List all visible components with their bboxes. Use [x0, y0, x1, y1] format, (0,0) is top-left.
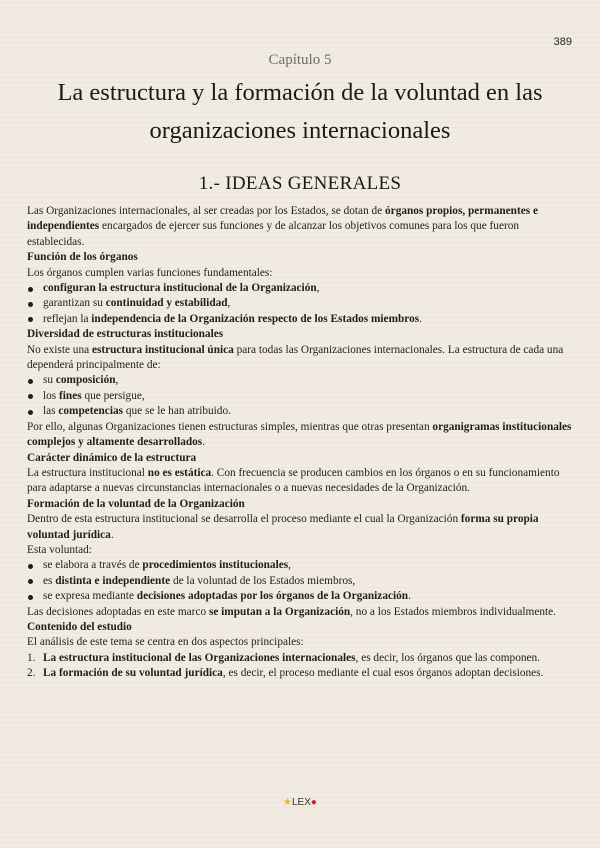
heading-diversidad: Diversidad de estructuras institucionales	[27, 328, 224, 341]
list-item: 2. La formación de su voluntad jurídica, es decir, el proceso mediante el cual esos órganos adoptan decisiones.	[27, 667, 544, 680]
section-title: 1.- IDEAS GENERALES	[198, 173, 402, 194]
heading-contenido: Contenido del estudio	[27, 620, 132, 633]
heading-caracter: Carácter dinámico de la estructura	[27, 451, 197, 464]
list-item: su composición,	[27, 373, 572, 388]
page-number: 389	[553, 36, 572, 48]
formacion-list	[27, 558, 572, 604]
list-item: 1. La estructura institucional de las Organizaciones internacionales, es decir, los órganos que las componen.	[27, 651, 540, 664]
chapter-title: La estructura y la formación de la voluntad en las organizaciones internacionales	[57, 79, 543, 144]
caracter-text: La estructura institucional no es estática. Con frecuencia se producen cambios en los órganos o en su funcionamiento para adaptarse a nuevas circunstancias internacionales o a nuevas necesidades de la Organización.	[27, 466, 560, 495]
footer-brand: LEX	[292, 797, 311, 808]
drop-icon: ●	[310, 797, 317, 808]
formacion-text: Dentro de esta estructura institucional se desarrolla el proceso mediante el cual la Organización forma su propia voluntad jurídica.	[27, 513, 539, 541]
list-item: se elabora a través de procedimientos institucionales,	[27, 558, 572, 573]
formacion-after: Las decisiones adoptadas en este marco se imputan a la Organización, no a los Estados miembros individualmente.	[27, 605, 556, 618]
list-item: se expresa mediante decisiones adoptadas por los órganos de la Organización.	[27, 589, 572, 604]
list-item: los fines que persigue,	[27, 389, 572, 404]
contenido-text: El análisis de este tema se centra en dos aspectos principales:	[27, 636, 304, 649]
list-item: las competencias que se le han atribuido.	[27, 404, 572, 419]
contenido-list	[27, 651, 572, 682]
document-body	[27, 204, 572, 682]
diversidad-after: Por ello, algunas Organizaciones tienen estructuras simples, mientras que otras presentan organigramas institucionales complejos y altamente desarrollados.	[27, 420, 572, 449]
formacion-lead: Esta voluntad:	[27, 543, 92, 556]
heading-funcion: Función de los órganos	[27, 251, 138, 264]
funcion-list	[27, 281, 572, 327]
heading-formacion: Formación de la voluntad de la Organización	[27, 497, 245, 510]
list-item: reflejan la independencia de la Organización respecto de los Estados miembros.	[27, 312, 572, 327]
footer-logo	[0, 797, 600, 808]
list-item: configuran la estructura institucional de la Organización,	[27, 281, 572, 296]
funcion-text: Los órganos cumplen varias funciones fundamentales:	[27, 266, 273, 279]
list-item: garantizan su continuidad y estabilidad,	[27, 296, 572, 311]
chapter-label: Capítulo 5	[268, 52, 332, 68]
list-item: es distinta e independiente de la voluntad de los Estados miembros,	[27, 574, 572, 589]
star-icon: ★	[283, 797, 292, 808]
diversidad-list	[27, 373, 572, 419]
diversidad-text: No existe una estructura institucional única para todas las Organizaciones internacionales. La estructura de cada una dependerá principalmente de:	[27, 343, 564, 372]
intro-paragraph: Las Organizaciones internacionales, al ser creadas por los Estados, se dotan de órganos propios, permanentes e independientes encargados de ejercer sus funciones y de alcanzar los objetivos comunes para los que fueron establecidas.	[27, 205, 538, 248]
